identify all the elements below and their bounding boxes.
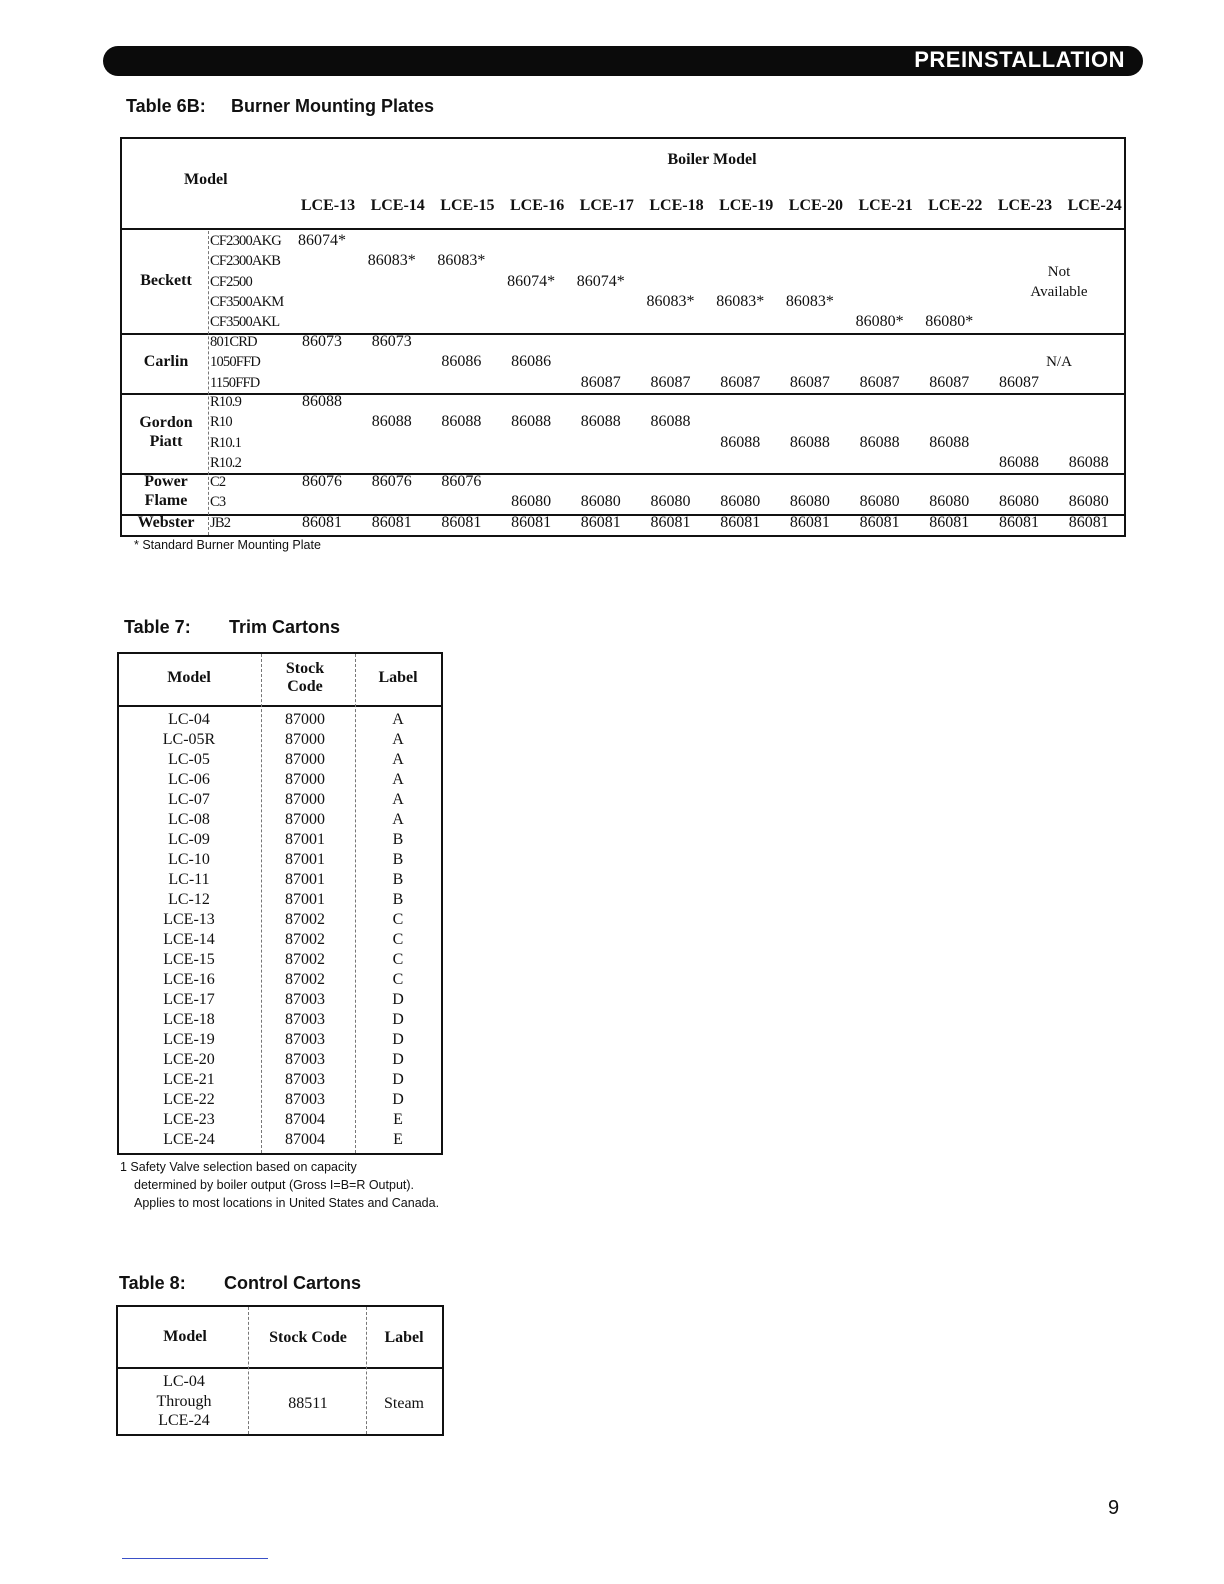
table-6b-plate-cell: 86088 — [999, 453, 1039, 471]
table-7-model-cell: LCE-16 — [163, 971, 215, 988]
table-6b-plate-cell: 86081 — [441, 514, 482, 531]
table-6b-burner-model: R10.2 — [210, 454, 242, 471]
table-6b-column-header: LCE-16 — [509, 197, 565, 214]
table-8-model-header: Model — [163, 1328, 207, 1345]
table-6b-plate-cell: 86087 — [580, 373, 621, 391]
table-7-label-cell: A — [392, 811, 404, 828]
table-8-stock-header: Stock Code — [269, 1329, 347, 1346]
table-6b-plate-cell: 86087 — [789, 373, 830, 391]
table-7-model-cell: LCE-21 — [163, 1071, 215, 1088]
table-7-label-cell: D — [392, 1071, 404, 1088]
table-7-label-cell: D — [392, 1031, 404, 1048]
table-6b-burner-model: CF3500AKM — [210, 293, 284, 310]
table-6b-plate-cell: 86076 — [371, 473, 412, 490]
table-7-stock-cell: 87002 — [285, 951, 325, 968]
table-6b-plate-cell: 86087 — [720, 373, 761, 391]
table-6b-plate-cell: 86080 — [789, 493, 830, 511]
table-6b-plate-cell: 86087 — [999, 373, 1039, 391]
table-6b-plate-cell: 86083* — [646, 292, 695, 310]
table-6b-burner-model: R10.9 — [210, 394, 242, 410]
table-8-stock-value: 88511 — [288, 1395, 328, 1412]
table-8-model-line1: LC-04 — [163, 1373, 205, 1390]
table-6b-plate-cell: 86081 — [650, 514, 691, 531]
table-6b-burner-model: R10.1 — [210, 434, 242, 451]
table-8-caption — [119, 1273, 361, 1294]
table-6b-burner-model: CF3500AKL — [210, 314, 280, 331]
table-6b-model-header: Model — [184, 171, 228, 188]
table-7-label-cell: A — [392, 771, 404, 788]
table-7-model-cell: LCE-24 — [163, 1131, 215, 1148]
table-8-model-line3: LCE-24 — [158, 1412, 210, 1429]
table-6b-column-header: LCE-13 — [300, 197, 356, 214]
table-6b-plate-cell: 86074* — [507, 272, 556, 290]
table-6b-group-rule — [122, 514, 1124, 516]
table-7-title: Trim Cartons — [229, 617, 341, 637]
table-7-model-cell: LC-05R — [162, 731, 216, 748]
table-6b-plate-cell: 86080 — [1068, 493, 1109, 511]
table-7-model-cell: LCE-13 — [163, 911, 215, 928]
table-7-stock-cell: 87000 — [285, 791, 325, 808]
table-7-label-cell: A — [392, 751, 404, 768]
table-6b-plate-cell: 86088 — [441, 413, 482, 431]
table-7-stock-header-line1: Stock — [285, 660, 325, 677]
table-6b-burner-model: C3 — [210, 494, 226, 511]
table-7-stock-cell: 87000 — [285, 771, 325, 788]
table-7-model-cell: LCE-22 — [163, 1091, 215, 1108]
table-7-footnote-line3: Applies to most locations in United States and Canada. — [134, 1196, 440, 1210]
table-7-label-cell: D — [392, 991, 404, 1008]
table-6b — [120, 137, 1126, 537]
table-6b-plate-cell: 86080 — [650, 493, 691, 511]
table-6b-model-divider — [208, 231, 209, 535]
table-6b-burner-model: CF2300AKB — [210, 253, 281, 270]
table-6b-title: Burner Mounting Plates — [231, 96, 435, 116]
table-6b-group-rule — [122, 473, 1124, 475]
table-7-label-cell: A — [392, 731, 404, 748]
table-6b-plate-cell: 86088 — [789, 433, 830, 451]
table-6b-plate-cell: 86080* — [855, 313, 904, 331]
table-7-label-cell: C — [392, 971, 404, 988]
table-6b-column-header: LCE-15 — [440, 197, 495, 214]
section-title: PREINSTALLATION — [914, 47, 1125, 72]
table-6b-plate-cell: 86087 — [859, 373, 900, 391]
table-6b-plate-cell: 86083* — [785, 292, 834, 310]
table-6b-plate-cell: 86076 — [441, 473, 482, 490]
table-7-label-cell: D — [392, 1091, 404, 1108]
table-7-model-cell: LCE-20 — [163, 1051, 215, 1068]
table-7-model-cell: LCE-17 — [163, 991, 215, 1008]
table-7-model-cell: LCE-23 — [163, 1111, 215, 1128]
table-7-label-cell: B — [392, 831, 404, 848]
table-8-model-line2: Through — [156, 1393, 212, 1410]
table-7-stock-cell: 87003 — [285, 1091, 325, 1108]
table-6b-plate-cell: 86088 — [1068, 453, 1109, 471]
table-6b-manufacturer: Carlin — [143, 352, 189, 370]
table-7-model-cell: LC-09 — [168, 831, 210, 848]
table-6b-plate-cell: 86083* — [437, 252, 486, 270]
table-6b-plate-cell: 86080 — [580, 493, 621, 511]
table-7-model-cell: LC-10 — [168, 851, 210, 868]
table-6b-column-header: LCE-14 — [370, 197, 425, 214]
table-7-label-cell: E — [393, 1131, 403, 1148]
table-7-model-cell: LC-06 — [168, 771, 210, 788]
table-6b-column-header: LCE-23 — [997, 197, 1053, 214]
table-7-stock-cell: 87001 — [285, 851, 325, 868]
table-6b-plate-cell: 86080 — [929, 493, 970, 511]
table-6b-column-header: LCE-20 — [788, 197, 844, 214]
table-6b-burner-model: 1150FFD — [210, 374, 260, 391]
table-8-label-value: Steam — [384, 1395, 424, 1412]
table-6b-burner-model: R10 — [210, 414, 232, 431]
table-7-col-divider-1 — [261, 654, 262, 1153]
table-6b-plate-cell: 86088 — [371, 413, 412, 431]
table-7-header-rule — [119, 705, 441, 707]
table-6b-plate-cell: 86073 — [371, 333, 412, 350]
table-6b-plate-cell: 86088 — [580, 413, 621, 431]
table-6b-column-header: LCE-22 — [928, 197, 983, 214]
table-6b-plate-cell: 86081 — [720, 514, 761, 531]
table-7 — [117, 652, 443, 1155]
table-6b-plate-cell: 86076 — [302, 473, 342, 490]
table-6b-burner-model: 801CRD — [210, 334, 257, 350]
table-6b-plate-cell: 86087 — [929, 373, 970, 391]
table-8-title: Control Cartons — [224, 1273, 361, 1293]
table-8 — [116, 1305, 444, 1436]
table-6b-manufacturer: Beckett — [140, 272, 192, 290]
table-7-number: Table 7: — [124, 617, 191, 637]
table-6b-plate-cell: 86080 — [511, 493, 552, 511]
section-header-band — [103, 46, 1143, 76]
table-6b-group-rule — [122, 333, 1124, 335]
table-6b-group-note: N/A — [1046, 354, 1072, 371]
table-7-stock-cell: 87000 — [285, 751, 325, 768]
table-7-stock-cell: 87003 — [285, 1031, 325, 1048]
table-7-model-cell: LCE-19 — [163, 1031, 215, 1048]
table-6b-header-rule — [122, 228, 1124, 230]
table-6b-burner-model: JB2 — [210, 515, 231, 531]
table-6b-plate-cell: 86081 — [580, 514, 621, 531]
table-6b-group-rule — [122, 393, 1124, 395]
table-7-stock-cell: 87002 — [285, 971, 325, 988]
table-6b-manufacturer: Power — [144, 473, 188, 491]
table-7-label-cell: B — [392, 891, 404, 908]
table-6b-plate-cell: 86081 — [859, 514, 900, 531]
table-6b-group-note: Available — [1030, 283, 1088, 300]
table-6b-plate-cell: 86086 — [511, 353, 552, 371]
table-6b-column-header: LCE-19 — [719, 197, 774, 214]
table-6b-plate-cell: 86080* — [925, 313, 974, 331]
table-6b-manufacturer: Gordon — [139, 413, 193, 431]
table-7-col-divider-2 — [355, 654, 356, 1153]
table-6b-plate-cell: 86073 — [302, 333, 342, 350]
table-7-model-cell: LC-12 — [168, 891, 210, 908]
table-6b-burner-model: CF2500 — [210, 273, 252, 290]
table-7-stock-cell: 87003 — [285, 991, 325, 1008]
table-6b-plate-cell: 86074* — [576, 272, 625, 290]
table-6b-manufacturer: Flame — [144, 492, 188, 510]
table-6b-column-header: LCE-24 — [1067, 197, 1122, 214]
table-6b-plate-cell: 86088 — [720, 433, 761, 451]
table-7-model-cell: LC-04 — [168, 711, 210, 728]
table-6b-plate-cell: 86081 — [302, 514, 342, 531]
table-7-model-cell: LC-08 — [168, 811, 210, 828]
table-7-stock-cell: 87001 — [285, 831, 325, 848]
table-7-footnote-line1: 1 Safety Valve selection based on capacity — [120, 1160, 357, 1174]
table-6b-plate-cell: 86081 — [999, 514, 1039, 531]
table-8-col-divider-1 — [248, 1307, 249, 1434]
table-6b-number: Table 6B: — [126, 96, 206, 116]
table-7-stock-cell: 87001 — [285, 871, 325, 888]
table-6b-plate-cell: 86080 — [859, 493, 900, 511]
table-7-model-cell: LCE-14 — [163, 931, 215, 948]
table-6b-burner-model: C2 — [210, 474, 226, 490]
table-7-caption — [124, 617, 340, 638]
table-7-model-cell: LC-11 — [168, 871, 210, 888]
table-6b-plate-cell: 86088 — [929, 433, 970, 451]
table-7-model-header: Model — [167, 669, 211, 686]
table-7-label-cell: A — [392, 711, 404, 728]
table-6b-plate-cell: 86081 — [511, 514, 552, 531]
table-6b-plate-cell: 86074* — [298, 232, 346, 249]
table-6b-plate-cell: 86081 — [929, 514, 970, 531]
table-8-col-divider-2 — [366, 1307, 367, 1434]
table-6b-footnote: * Standard Burner Mounting Plate — [134, 538, 321, 552]
table-7-label-cell: B — [392, 871, 404, 888]
table-7-label-cell: B — [392, 851, 404, 868]
table-7-label-cell: A — [392, 791, 404, 808]
table-7-label-header: Label — [378, 669, 418, 686]
table-6b-manufacturer: Piatt — [149, 432, 183, 450]
table-6b-group-note: Not — [1047, 263, 1071, 280]
table-7-stock-cell: 87004 — [285, 1131, 325, 1148]
table-6b-plate-cell: 86088 — [650, 413, 691, 431]
table-7-stock-cell: 87000 — [285, 811, 325, 828]
table-8-label-header: Label — [384, 1329, 424, 1346]
table-6b-caption — [126, 96, 434, 117]
table-6b-plate-cell: 86083* — [716, 292, 765, 310]
table-7-label-cell: E — [393, 1111, 403, 1128]
table-7-stock-cell: 87003 — [285, 1051, 325, 1068]
table-7-label-cell: D — [392, 1011, 404, 1028]
table-7-stock-cell: 87000 — [285, 731, 325, 748]
table-7-model-cell: LCE-18 — [163, 1011, 215, 1028]
table-6b-boiler-model-header: Boiler Model — [667, 151, 757, 168]
table-6b-column-header: LCE-17 — [579, 197, 634, 214]
table-6b-manufacturer: Webster — [137, 513, 195, 531]
table-7-stock-cell: 87004 — [285, 1111, 325, 1128]
table-6b-column-header: LCE-21 — [858, 197, 913, 214]
table-7-label-cell: C — [392, 951, 404, 968]
table-7-stock-cell: 87001 — [285, 891, 325, 908]
table-6b-plate-cell: 86080 — [999, 493, 1039, 511]
page-number: 9 — [1108, 1497, 1120, 1519]
table-6b-plate-cell: 86087 — [650, 373, 691, 391]
table-7-stock-cell: 87002 — [285, 911, 325, 928]
table-7-label-cell: D — [392, 1051, 404, 1068]
table-7-stock-header-line2: Code — [287, 678, 323, 695]
table-7-model-cell: LC-07 — [168, 791, 210, 808]
table-6b-plate-cell: 86088 — [511, 413, 552, 431]
table-6b-burner-model: CF2300AKG — [210, 233, 281, 249]
table-6b-plate-cell: 86088 — [859, 433, 900, 451]
table-7-stock-cell: 87000 — [285, 711, 325, 728]
table-7-model-cell: LC-05 — [168, 751, 210, 768]
table-7-footnote-line2: determined by boiler output (Gross I=B=R Output). — [134, 1178, 414, 1192]
table-6b-plate-cell: 86086 — [441, 353, 482, 371]
table-7-label-cell: C — [392, 931, 404, 948]
table-7-model-cell: LCE-15 — [163, 951, 215, 968]
table-7-stock-cell: 87002 — [285, 931, 325, 948]
table-7-label-cell: C — [392, 911, 404, 928]
table-8-header-rule — [118, 1367, 442, 1369]
table-7-stock-cell: 87003 — [285, 1011, 325, 1028]
table-6b-plate-cell: 86083* — [367, 252, 416, 270]
table-6b-plate-cell: 86081 — [371, 514, 412, 531]
table-8-number: Table 8: — [119, 1273, 186, 1293]
bottom-link-rule — [122, 1558, 268, 1559]
table-6b-plate-cell: 86081 — [1068, 514, 1109, 531]
table-6b-plate-cell: 86080 — [720, 493, 761, 511]
table-6b-plate-cell: 86088 — [302, 393, 342, 410]
table-6b-plate-cell: 86081 — [789, 514, 830, 531]
table-7-stock-cell: 87003 — [285, 1071, 325, 1088]
table-6b-burner-model: 1050FFD — [210, 354, 260, 371]
table-6b-column-header: LCE-18 — [649, 197, 704, 214]
